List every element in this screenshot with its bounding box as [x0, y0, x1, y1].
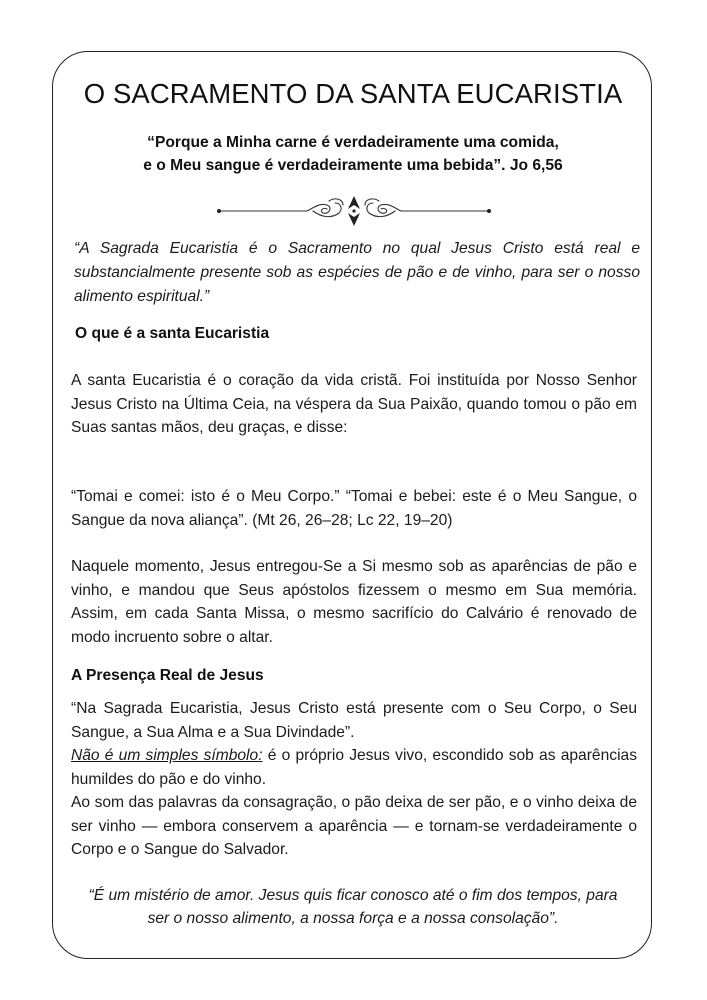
- real-presence-line-3: Ao som das palavras da consagração, o pão deixa de ser pão, e o vinho deixa de ser vinho — embora conservem a aparência — e tornam-se verdadeiramente o Corpo e o Sangue do Salvador.: [71, 794, 637, 858]
- epigraph-line-2: e o Meu sangue é verdadeiramente uma bebida”. Jo 6,56: [143, 157, 563, 174]
- real-presence-line-1: “Na Sagrada Eucaristia, Jesus Cristo está presente com o Seu Corpo, o Seu Sangue, a Sua Alma e a Sua Divindade”.: [71, 700, 637, 741]
- page-title: O SACRAMENTO DA SANTA EUCARISTIA: [83, 78, 623, 109]
- flourish-divider-icon: [215, 193, 493, 229]
- real-presence-line-2: [71, 744, 637, 791]
- paragraph-sacrifice: Naquele momento, Jesus entregou-Se a Si mesmo sob as aparências de pão e vinho, e mandou que Seus apóstolos fizessem o mesmo em Sua memória. Assim, em cada Santa Missa, o mesmo sacrifício do Calvário é renovado de modo incruento sobre o altar.: [71, 558, 637, 646]
- section-heading-what-is: O que é a santa Eucaristia: [75, 325, 270, 342]
- section-heading-real-presence: A Presença Real de Jesus: [71, 667, 264, 684]
- closing-quote: “É um mistério de amor. Jesus quis ficar conosco até o fim dos tempos, para ser o nosso alimento, a nossa força e a nossa consolação”.: [88, 887, 618, 927]
- not-a-symbol-emphasis: Não é um simples símbolo:: [71, 747, 263, 764]
- paragraph-institution: A santa Eucaristia é o coração da vida cristã. Foi instituída por Nosso Senhor Jesus Cristo na Última Ceia, na véspera da Sua Paixão, quando tomou o pão em Suas santas mãos, deu graças, e disse:: [71, 372, 637, 436]
- paragraph-scripture-quote: “Tomai e comei: isto é o Meu Corpo.” “Tomai e bebei: este é o Meu Sangue, o Sangue da nova aliança”. (Mt 26, 26–28; Lc 22, 19–20): [71, 488, 637, 529]
- paragraph-real-presence: [71, 697, 637, 862]
- epigraph-line-1: “Porque a Minha carne é verdadeiramente uma comida,: [147, 134, 559, 151]
- sacrament-definition-quote: “A Sagrada Eucaristia é o Sacramento no qual Jesus Cristo está real e substancialmente presente sob as espécies de pão e de vinho, para ser o nosso alimento espiritual.”: [74, 240, 640, 305]
- real-presence-line-2-rest: é o próprio Jesus vivo, escondido sob as aparências humildes do pão e do vinho.: [71, 747, 637, 788]
- epigraph-quote: [52, 131, 654, 177]
